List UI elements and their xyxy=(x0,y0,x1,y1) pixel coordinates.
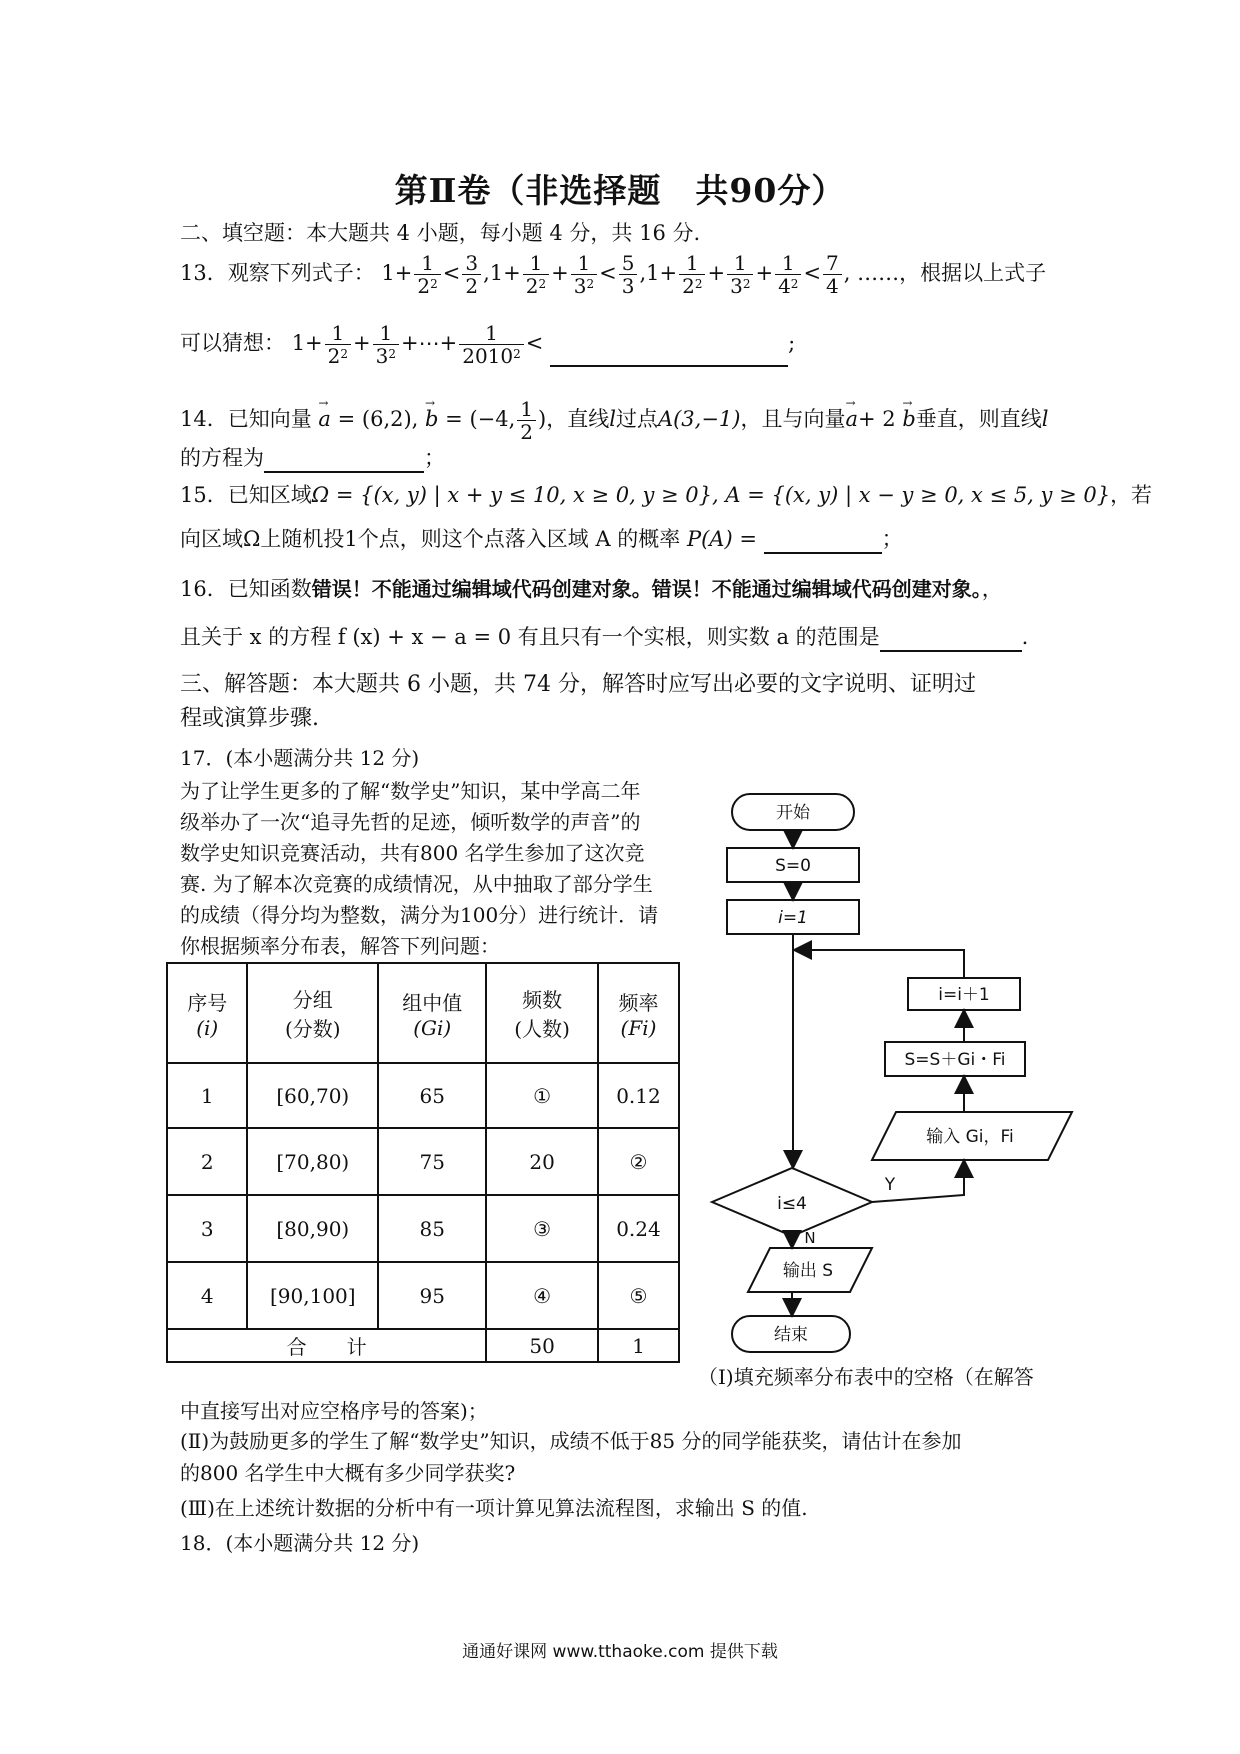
question-13-line2 xyxy=(180,322,795,367)
frequency-table xyxy=(166,962,680,1363)
question-16 xyxy=(180,574,1003,604)
flow-i1-label: i=1 xyxy=(778,908,808,928)
cell-group: [90,100] xyxy=(247,1262,378,1329)
cell-freq: ② xyxy=(598,1128,679,1195)
q14-mid3: ，且与向量 xyxy=(740,407,846,431)
q16-label: 16．已知函数 xyxy=(180,577,312,601)
table-row xyxy=(167,1063,679,1128)
cell-group: [80,90) xyxy=(247,1195,378,1262)
cell-mid: 95 xyxy=(378,1262,486,1329)
cell-group: [70,80) xyxy=(247,1128,378,1195)
q13-guess-expr: 1+ $\frac{1}{2^2}$ + $\frac{1}{3^2}$ +⋯+ $\frac{1}{2010^2}$ < xyxy=(291,321,544,368)
question-15 xyxy=(180,480,1152,510)
cell-total-count: 50 xyxy=(486,1329,598,1362)
header-cell: 分组 (分数) xyxy=(247,963,378,1063)
q13-series: 1+ $\frac{1}{2^2}$ < $\frac{3}{2}$ ,1+ $\frac{1}{2^2}$ + $\frac{1}{3^2}$ < $\frac{5}{3}$ ,1+ $\frac{1}{2^2}$ + $\frac{1}{3^2}$ + $\frac{1}{4^2}$ < $\frac{7}{4}$ , xyxy=(381,251,851,298)
q16-line2: 且关于 x 的方程 f (x) + x − a = 0 有且只有一个实根，则实数 a 的范围是 xyxy=(180,625,880,649)
q15-sets: Ω = {(x, y) | x + y ≤ 10, x ≥ 0, y ≥ 0}, A = {(x, y) | x − y ≥ 0, x ≤ 5, y ≥ 0} xyxy=(311,483,1111,507)
flow-increment-label: i=i＋1 xyxy=(938,985,990,1005)
q13-guess-label: 可以猜想： xyxy=(180,331,285,355)
q17-intro-line: 的成绩（得分均为整数，满分为100分）进行统计．请 xyxy=(180,903,659,927)
section2-heading: 二、填空题：本大题共 4 小题，每小题 4 分，共 16 分. xyxy=(180,221,701,245)
q13-answer-blank[interactable] xyxy=(550,343,788,367)
cell-index: 3 xyxy=(167,1195,247,1262)
q18-header: 18．(本小题满分共 12 分) xyxy=(180,1531,420,1555)
table-row xyxy=(167,1262,679,1329)
q14-line2: 的方程为 xyxy=(180,446,264,470)
flow-update-label: S=S＋Gi・Fi xyxy=(904,1050,1006,1070)
q13-tail: ……，根据以上式子 xyxy=(857,261,1047,285)
q17-intro-line: 为了让学生更多的了解“数学史”知识，某中学高二年 xyxy=(180,779,641,803)
q17-intro-line: 你根据频率分布表，解答下列问题： xyxy=(180,934,500,958)
header-cell: 序号 (i) xyxy=(167,963,247,1063)
q14-mid4: 垂直，则直线 xyxy=(915,407,1042,431)
cell-freq: ⑤ xyxy=(598,1262,679,1329)
q17-intro-line: 赛. 为了解本次竞赛的成绩情况，从中抽取了部分学生 xyxy=(180,872,653,896)
flow-cond-label: i≤4 xyxy=(777,1194,807,1214)
q14-mid2: 过点 xyxy=(615,407,658,431)
flow-start-label: 开始 xyxy=(776,803,810,823)
algorithm-flowchart xyxy=(700,780,1100,1360)
cell-freq: 0.12 xyxy=(598,1063,679,1128)
cell-mid: 65 xyxy=(378,1063,486,1128)
cell-freq: 0.24 xyxy=(598,1195,679,1262)
q14-line-var-2: l xyxy=(1041,407,1049,431)
flow-end-label: 结束 xyxy=(774,1325,808,1345)
q17-part1-a: （Ⅰ)填充频率分布表中的空格（在解答 xyxy=(698,1365,1034,1389)
flow-input-label: 输入 Gi，Fi xyxy=(926,1127,1014,1147)
cell-index: 2 xyxy=(167,1128,247,1195)
cell-index: 1 xyxy=(167,1063,247,1128)
q13-end: ; xyxy=(788,331,796,355)
cell-total-freq: 1 xyxy=(598,1329,679,1362)
table-row xyxy=(167,1128,679,1195)
page-footer: 通通好课网 www.tthaoke.com 提供下载 xyxy=(462,1642,778,1662)
table-row xyxy=(167,1195,679,1262)
q17-part2-a: (Ⅱ)为鼓励更多的学生了解“数学史”知识，成绩不低于85 分的同学能获奖，请估计在参加 xyxy=(180,1429,962,1453)
q16-end2: . xyxy=(1021,625,1029,649)
question-13 xyxy=(180,252,1046,297)
question-14-line2 xyxy=(180,443,445,473)
table-total-row xyxy=(167,1329,679,1362)
cell-index: 4 xyxy=(167,1262,247,1329)
q17-intro xyxy=(180,776,700,962)
q16-error-text: 错误！不能通过编辑域代码创建对象。错误！不能通过编辑域代码创建对象。 xyxy=(311,577,982,601)
cell-count: ① xyxy=(486,1063,598,1128)
q14-label: 14．已知向量 xyxy=(180,407,312,431)
header-cell: 频率 (Fi) xyxy=(598,963,679,1063)
header-cell: 组中值 (Gi) xyxy=(378,963,486,1063)
section3-line2: 程或演算步骤. xyxy=(180,706,319,731)
q15-label: 15．已知区域 xyxy=(180,483,312,507)
q14-vectors: → a = (6,2), → b = (−4, $\frac{1}{2}$ ) xyxy=(318,407,546,431)
cell-group: [60,70) xyxy=(247,1063,378,1128)
q17-part1-b: 中直接写出对应空格序号的答案)； xyxy=(180,1399,488,1423)
q16-answer-blank[interactable] xyxy=(880,628,1022,652)
cell-mid: 75 xyxy=(378,1128,486,1195)
flow-output-label: 输出 S xyxy=(782,1261,834,1281)
q14-line-var: l xyxy=(609,407,616,431)
flow-s0-label: S=0 xyxy=(775,856,811,876)
table-header-row xyxy=(167,963,679,1063)
q14-point: A(3,−1) xyxy=(657,407,741,431)
flow-yes-label: Y xyxy=(884,1175,896,1195)
q15-answer-blank[interactable] xyxy=(764,530,882,554)
cell-count: ③ xyxy=(486,1195,598,1262)
section3-line1: 三、解答题：本大题共 6 小题，共 74 分，解答时应写出必要的文字说明、证明过 xyxy=(180,672,976,697)
q14-answer-blank[interactable] xyxy=(264,449,424,473)
q17-header: 17．(本小题满分共 12 分) xyxy=(180,746,420,770)
q13-label: 13．观察下列式子： xyxy=(180,261,375,285)
q15-pa: P(A) = xyxy=(686,527,757,551)
q14-vec-sum: → a+ 2 → b xyxy=(845,407,915,431)
q17-intro-line: 数学史知识竞赛活动，共有800 名学生参加了这次竞 xyxy=(180,841,645,865)
q15-line2: 向区域Ω上随机投1个点，则这个点落入区域 A 的概率 xyxy=(180,527,681,551)
q14-mid: ，直线 xyxy=(546,407,610,431)
question-14 xyxy=(180,398,1049,443)
cell-mid: 85 xyxy=(378,1195,486,1262)
q15-end: ； xyxy=(881,527,903,551)
q17-part2-b: 的800 名学生中大概有多少同学获奖? xyxy=(180,1461,516,1485)
cell-count: 20 xyxy=(486,1128,598,1195)
cell-total-label: 合 计 xyxy=(167,1329,486,1362)
page-title: 第Ⅱ卷（非选择题 共90分） xyxy=(394,171,846,210)
q15-tail: ，若 xyxy=(1110,483,1153,507)
cell-count: ④ xyxy=(486,1262,598,1329)
question-15-line2 xyxy=(180,524,903,554)
flow-no-label: N xyxy=(804,1229,816,1247)
q17-intro-line: 级举办了一次“追寻先哲的足迹，倾听数学的声音”的 xyxy=(180,810,641,834)
q16-end1: ， xyxy=(981,577,1003,601)
header-cell: 频数 (人数) xyxy=(486,963,598,1063)
q14-end: ； xyxy=(424,446,445,470)
q17-part3: (Ⅲ)在上述统计数据的分析中有一项计算见算法流程图，求输出 S 的值. xyxy=(180,1496,808,1520)
question-16-line2 xyxy=(180,622,1028,652)
